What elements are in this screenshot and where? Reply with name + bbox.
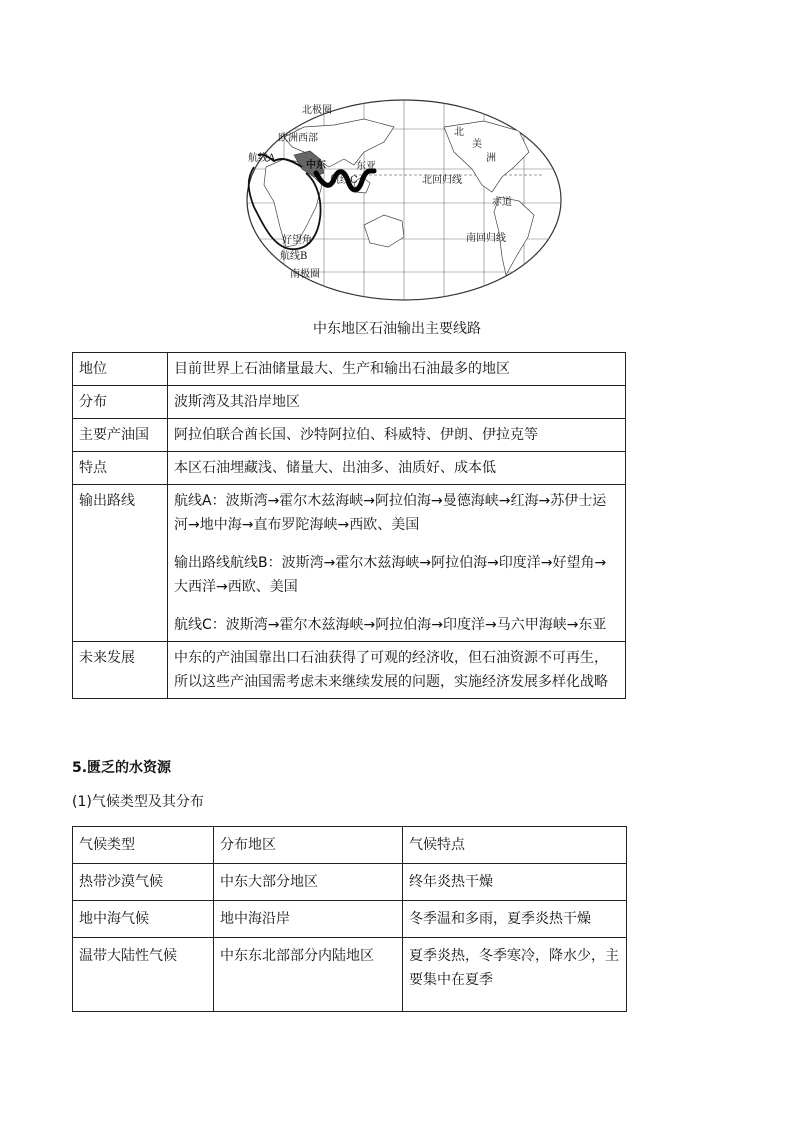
route-a-text: 航线A：波斯湾→霍尔木兹海峡→阿拉伯海→曼德海峡→红海→苏伊士运河→地中海→直布罗陀海峡→西欧、美国	[174, 493, 607, 533]
row-value: 本区石油埋藏浅、储量大、出油多、油质好、成本低	[168, 452, 626, 485]
row-value: 目前世界上石油储量最大、生产和输出石油最多的地区	[168, 353, 626, 386]
table-row	[73, 642, 626, 699]
map-label-north: 北	[454, 127, 464, 138]
table-row	[73, 901, 627, 938]
map-label-route-c: 航线C	[330, 175, 358, 186]
column-header: 气候特点	[403, 827, 627, 864]
route-c-text: 航线C：波斯湾→霍尔木兹海峡→阿拉伯海→印度洋→马六甲海峡→东亚	[174, 617, 607, 633]
table-cell: 温带大陆性气候	[73, 938, 214, 1012]
row-key: 输出路线	[73, 485, 168, 642]
table-row	[73, 485, 626, 642]
map-label-route-a: 航线A	[248, 153, 276, 164]
column-header: 分布地区	[214, 827, 403, 864]
table-cell: 中东东北部部分内陆地区	[214, 938, 403, 1012]
map-label-tropic-capricorn: 南回归线	[466, 233, 506, 244]
row-key: 分布	[73, 386, 168, 419]
map-label-east-asia: 东亚	[356, 161, 376, 172]
world-map-svg	[244, 97, 564, 303]
table-cell: 热带沙漠气候	[73, 864, 214, 901]
oil-route-map	[244, 97, 564, 303]
table-row	[73, 864, 627, 901]
map-label-good-hope: 好望角	[282, 235, 312, 246]
row-value: 阿拉伯联合酋长国、沙特阿拉伯、科威特、伊朗、伊拉克等	[168, 419, 626, 452]
route-b-text: 输出路线航线B：波斯湾→霍尔木兹海峡→阿拉伯海→印度洋→好望角→大西洋→西欧、美国	[174, 555, 607, 595]
map-caption: 中东地区石油输出主要线路	[313, 321, 481, 337]
table-cell: 地中海沿岸	[214, 901, 403, 938]
map-label-west-europe: 欧洲西部	[278, 133, 318, 144]
table-cell: 冬季温和多雨，夏季炎热干燥	[403, 901, 627, 938]
table-cell: 终年炎热干燥	[403, 864, 627, 901]
map-label-route-b: 航线B	[280, 251, 308, 262]
table-cell: 地中海气候	[73, 901, 214, 938]
table-cell: 中东大部分地区	[214, 864, 403, 901]
climate-table	[72, 826, 627, 1012]
map-label-america-mei: 美	[472, 139, 482, 150]
row-key: 地位	[73, 353, 168, 386]
map-label-tropic-cancer: 北回归线	[422, 175, 462, 186]
column-header: 气候类型	[73, 827, 214, 864]
section-heading: 5.匮乏的水资源	[72, 760, 172, 776]
row-value	[168, 485, 626, 642]
table-cell: 夏季炎热，冬季寒冷，降水少，主要集中在夏季	[403, 938, 627, 1012]
map-label-middle-east: 中东	[306, 160, 326, 171]
row-value: 波斯湾及其沿岸地区	[168, 386, 626, 419]
table-header-row	[73, 827, 627, 864]
map-label-arctic: 北极圈	[302, 105, 332, 116]
table-row	[73, 419, 626, 452]
oil-info-table	[72, 352, 626, 699]
row-key: 主要产油国	[73, 419, 168, 452]
row-value: 中东的产油国靠出口石油获得了可观的经济收，但石油资源不可再生，所以这些产油国需考虑未来继续发展的问题，实施经济发展多样化战略	[168, 642, 626, 699]
table-row	[73, 386, 626, 419]
table-row	[73, 452, 626, 485]
map-label-america-zhou: 洲	[486, 153, 496, 164]
subsection-heading: (1)气候类型及其分布	[72, 794, 204, 810]
map-label-equator: 赤道	[492, 197, 512, 208]
row-key: 特点	[73, 452, 168, 485]
table-row	[73, 938, 627, 1012]
table-row	[73, 353, 626, 386]
map-label-antarctic: 南极圈	[290, 269, 320, 280]
row-key: 未来发展	[73, 642, 168, 699]
